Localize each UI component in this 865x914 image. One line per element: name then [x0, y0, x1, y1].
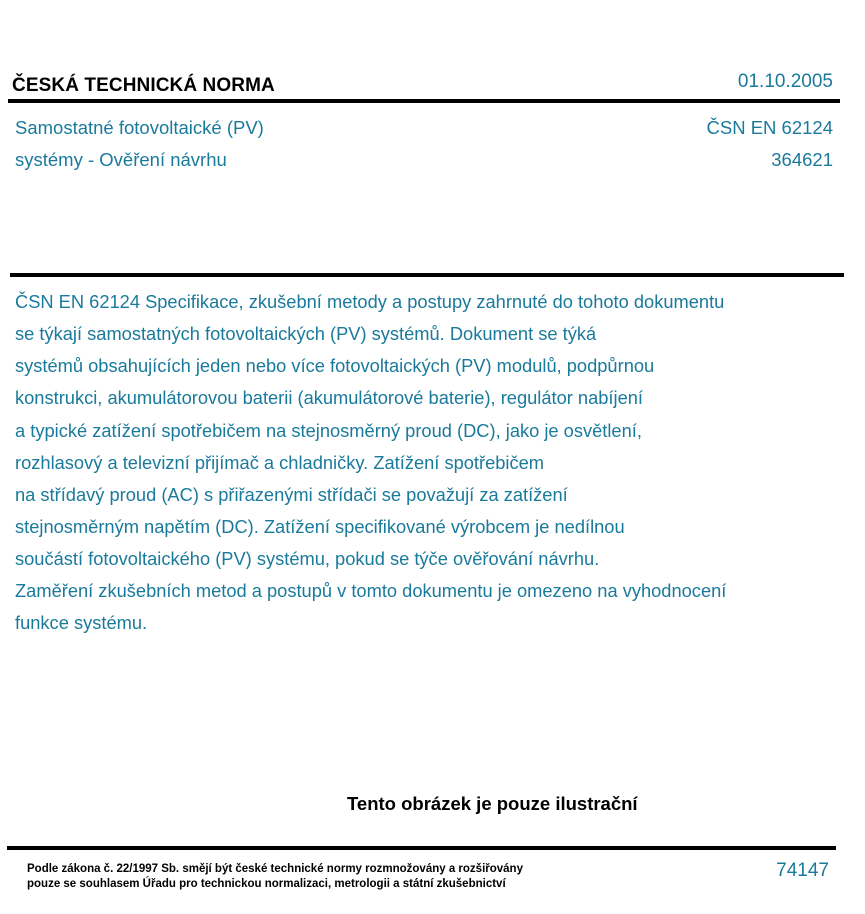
top-divider [8, 99, 840, 103]
issue-date: 01.10.2005 [737, 71, 833, 92]
abstract-line: funkce systému. [15, 612, 148, 633]
standard-code: ČSN EN 62124 [706, 117, 833, 138]
norm-type-heading: ČESKÁ TECHNICKÁ NORMA [12, 75, 275, 96]
abstract-line: a typické zatížení spotřebičem na stejnosměrný proud (DC), jako je osvětlení, [15, 420, 642, 441]
copyright-notice-line: Podle zákona č. 22/1997 Sb. smějí být české technické normy rozmnožovány a rozšiřovány [27, 863, 523, 875]
bottom-divider [7, 846, 836, 850]
abstract-line: rozhlasový a televizní přijímač a chladničky. Zatížení spotřebičem [15, 452, 545, 473]
abstract-line: konstrukci, akumulátorovou baterii (akumulátorové baterie), regulátor nabíjení [15, 387, 643, 408]
classification-number: 364621 [771, 149, 833, 170]
copyright-notice-line: pouze se souhlasem Úřadu pro technickou normalizaci, metrologii a státní zkušebnictví [27, 878, 506, 890]
illustration-note: Tento obrázek je pouze ilustrační [347, 793, 638, 814]
standard-title-line: Samostatné fotovoltaické (PV) [15, 117, 264, 138]
abstract-line: ČSN EN 62124 Specifikace, zkušební metody a postupy zahrnuté do tohoto dokumentu [15, 291, 725, 312]
abstract-line: se týkají samostatných fotovoltaických (PV) systémů. Dokument se týká [15, 323, 597, 344]
standard-title-line: systémy - Ověření návrhu [15, 149, 227, 170]
abstract-line: na střídavý proud (AC) s přiřazenými střídači se považují za zatížení [15, 484, 568, 505]
abstract-line: Zaměření zkušebních metod a postupů v tomto dokumentu je omezeno na vyhodnocení [15, 580, 727, 601]
abstract-line: systémů obsahujících jeden nebo více fotovoltaických (PV) modulů, podpůrnou [15, 355, 655, 376]
middle-divider [10, 273, 844, 277]
abstract-line: stejnosměrným napětím (DC). Zatížení specifikované výrobcem je nedílnou [15, 516, 625, 537]
abstract-line: součástí fotovoltaického (PV) systému, pokud se týče ověřování návrhu. [15, 548, 600, 569]
document-number: 74147 [776, 860, 829, 881]
